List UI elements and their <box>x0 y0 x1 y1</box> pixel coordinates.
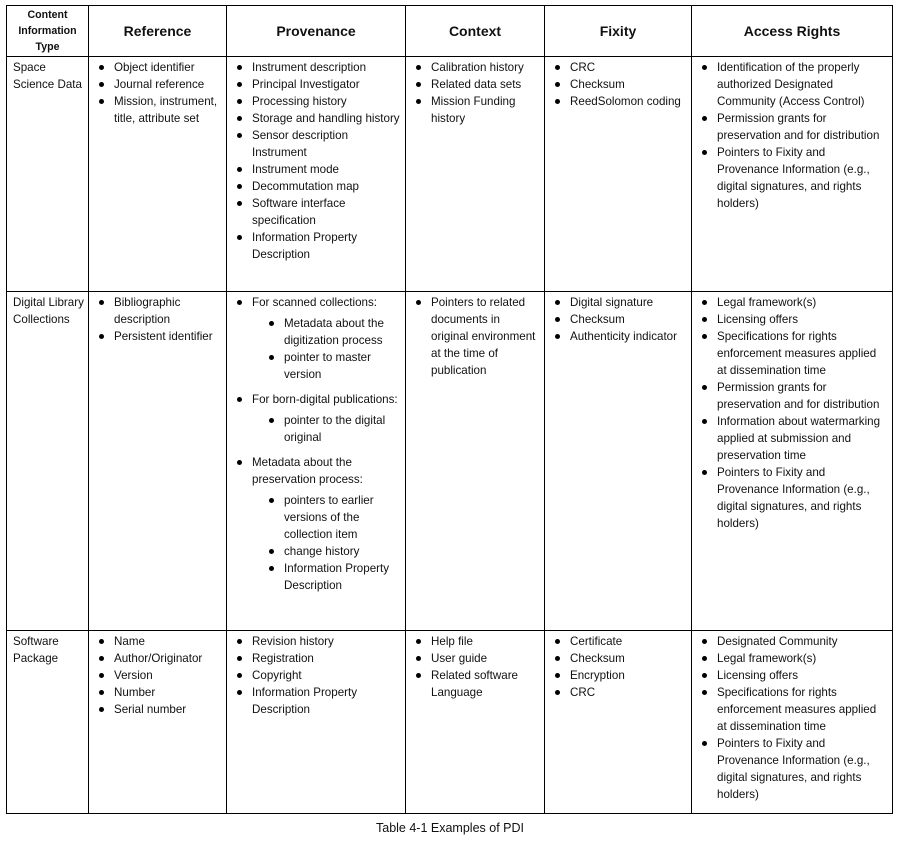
list-item: Author/Originator <box>114 650 222 667</box>
list-item: Persistent identifier <box>114 328 222 345</box>
list-item: Specifications for rights enforcement measures applied at dissemination time <box>717 328 888 379</box>
context-cell <box>406 292 545 631</box>
context-cell <box>406 631 545 814</box>
list-item: Related data sets <box>431 76 540 93</box>
table-caption: Table 4-1 Examples of PDI <box>376 821 524 835</box>
list-item: Serial number <box>114 701 222 718</box>
list-item: Registration <box>252 650 401 667</box>
list-item: Copyright <box>252 667 401 684</box>
group-label: For born-digital publications: <box>252 393 398 406</box>
bullet-list <box>698 294 888 532</box>
content-type-cell: Software Package <box>7 631 89 814</box>
list-item: User guide <box>431 650 540 667</box>
list-item <box>252 391 401 446</box>
bullet-list <box>412 59 540 127</box>
list-item: Decommutation map <box>252 178 401 195</box>
bullet-list <box>551 59 687 110</box>
list-item: Number <box>114 684 222 701</box>
bullet-list <box>412 633 540 701</box>
bullet-list <box>233 59 401 263</box>
list-item: Journal reference <box>114 76 222 93</box>
list-item: Checksum <box>570 76 687 93</box>
list-item: Pointers to related documents in original environment at the time of publication <box>431 294 540 379</box>
reference-cell <box>89 631 227 814</box>
list-item: pointer to the digital original <box>284 412 401 446</box>
bullet-list <box>233 633 401 718</box>
list-item: Sensor description Instrument <box>252 127 401 161</box>
bullet-list <box>698 633 888 803</box>
list-item: Designated Community <box>717 633 888 650</box>
header-content-type: Content Information Type <box>7 6 89 57</box>
list-item: Legal framework(s) <box>717 294 888 311</box>
nested-list <box>252 412 401 446</box>
list-item: Digital signature <box>570 294 687 311</box>
list-item: Version <box>114 667 222 684</box>
list-item: Encryption <box>570 667 687 684</box>
list-item: Related software Language <box>431 667 540 701</box>
list-item: Storage and handling history <box>252 112 400 125</box>
access-rights-cell <box>692 57 893 292</box>
bullet-list <box>95 59 222 127</box>
header-context: Context <box>406 6 545 57</box>
list-item: Specifications for rights enforcement measures applied at dissemination time <box>717 684 888 735</box>
list-item: Permission grants for preservation and for distribution <box>717 110 888 144</box>
group-label: Metadata about the preservation process: <box>252 456 363 486</box>
list-item: Processing history <box>252 93 401 110</box>
list-item: Object identifier <box>114 59 222 76</box>
table-header-row <box>7 6 893 57</box>
list-item: Instrument description <box>252 59 401 76</box>
list-item: Mission, instrument, title, attribute set <box>114 93 222 127</box>
list-item: Checksum <box>570 650 687 667</box>
table-row <box>7 57 893 292</box>
list-item: Information Property Description <box>252 684 401 718</box>
header-provenance: Provenance <box>227 6 406 57</box>
provenance-cell <box>227 292 406 631</box>
list-item: Principal Investigator <box>252 76 401 93</box>
list-item: Information Property Description <box>252 229 401 263</box>
access-rights-cell <box>692 292 893 631</box>
content-type-cell: Space Science Data <box>7 57 89 292</box>
list-item: change history <box>284 543 401 560</box>
list-item: Pointers to Fixity and Provenance Information (e.g., digital signatures, and rights holders) <box>717 464 888 532</box>
list-item: Certificate <box>570 633 687 650</box>
list-item: Instrument mode <box>252 161 401 178</box>
list-item: Checksum <box>570 311 687 328</box>
list-item: Name <box>114 633 222 650</box>
fixity-cell <box>545 57 692 292</box>
list-item: Bibliographic description <box>114 294 222 328</box>
list-item: Metadata about the digitization process <box>284 315 401 349</box>
bullet-list <box>412 294 540 379</box>
list-item <box>252 454 401 594</box>
bullet-list <box>551 633 687 701</box>
group-label: For scanned collections: <box>252 296 378 309</box>
list-item: Mission Funding history <box>431 93 540 127</box>
bullet-list <box>698 59 888 212</box>
access-rights-cell <box>692 631 893 814</box>
table-row <box>7 631 893 814</box>
table-row <box>7 292 893 631</box>
bullet-list <box>233 294 401 594</box>
header-access-rights: Access Rights <box>692 6 893 57</box>
bullet-list <box>95 633 222 718</box>
context-cell <box>406 57 545 292</box>
list-item: Calibration history <box>431 59 540 76</box>
list-item: CRC <box>570 684 687 701</box>
list-item: Licensing offers <box>717 311 888 328</box>
provenance-cell <box>227 631 406 814</box>
list-item: Help file <box>431 633 540 650</box>
list-item: Pointers to Fixity and Provenance Information (e.g., digital signatures, and rights holders) <box>717 144 888 212</box>
content-type-cell: Digital Library Collections <box>7 292 89 631</box>
list-item: Legal framework(s) <box>717 650 888 667</box>
list-item <box>252 294 401 383</box>
header-fixity: Fixity <box>545 6 692 57</box>
list-item: CRC <box>570 59 687 76</box>
provenance-cell <box>227 57 406 292</box>
list-item: Permission grants for preservation and for distribution <box>717 379 888 413</box>
fixity-cell <box>545 631 692 814</box>
list-item: Revision history <box>252 633 401 650</box>
bullet-list <box>95 294 222 345</box>
nested-list <box>252 315 401 383</box>
list-item: Pointers to Fixity and Provenance Information (e.g., digital signatures, and rights holders) <box>717 735 888 803</box>
list-item: Software interface specification <box>252 195 401 229</box>
list-item: ReedSolomon coding <box>570 93 687 110</box>
fixity-cell <box>545 292 692 631</box>
list-item: pointer to master version <box>284 349 401 383</box>
reference-cell <box>89 57 227 292</box>
list-item: Identification of the properly authorized Designated Community (Access Control) <box>717 59 888 110</box>
bullet-list <box>551 294 687 345</box>
list-item: Information about watermarking applied at submission and preservation time <box>717 413 888 464</box>
header-reference: Reference <box>89 6 227 57</box>
list-item: Authenticity indicator <box>570 328 687 345</box>
list-item: pointers to earlier versions of the collection item <box>284 492 401 543</box>
reference-cell <box>89 292 227 631</box>
pdi-examples-table <box>6 5 893 814</box>
list-item: Information Property Description <box>284 560 401 594</box>
nested-list <box>252 492 401 594</box>
list-item: Licensing offers <box>717 667 888 684</box>
